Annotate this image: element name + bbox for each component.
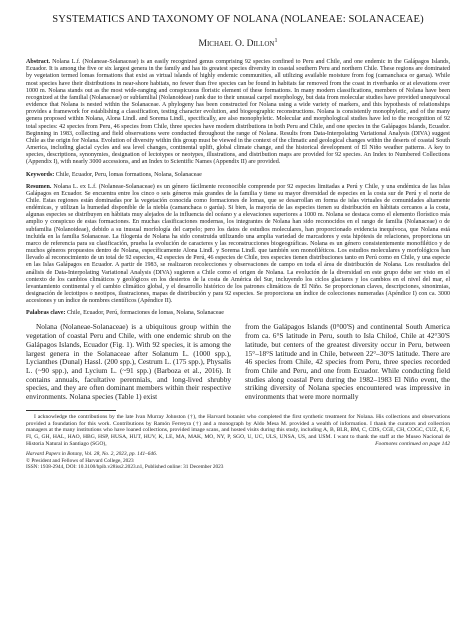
palabras-text: Chile, Ecuador, Perú, formaciones de lomas, Nolana, Solanaceae	[66, 310, 224, 317]
resumen	[26, 184, 450, 306]
journal-citation: Harvard Papers in Botany, Vol. 28, No. 2, 2023, pp. 141–646.	[26, 451, 158, 458]
abstract-text: Nolana L.f. (Nolaneae-Solanaceae) is an easily recognized genus comprising 92 species confined to Peru and Chile, and one endemic in the Galápagos Islands, Ecuador. It is among the five or six largest genera in the family and has its greatest species diversity in coastal southern Peru and northern Chile. These regions are dominated by vegetation termed lomas formations that exist as virtual islands of highly endemic communities, all utilizing available moisture from fog (camanchaca or garua). While most species have their distributions in near-shore habitats, no fewer than five species can be found in habitats far removed from the coast in riverbanks or at elevations over 1000 m. Nolana stands out as the most wide-ranging and conspicuous floristic element of these formations. In many modern classifications, members of Nolana have been recognized at the familial (Nolanaceae) or subfamilial (Nolanoideae) rank due to their unusual carpel morphology, but data from molecular studies have provided unequivocal evidence that Nolana is nested within the Solanaceae. A phylogeny has been constructed for Nolana using a wide variety of markers, and this hypothesis of relationships provides a framework for establishing a classification, testing character evolution, and biogeographic reconstructions. Nolana is consistently monophyletic, and of the many genera proposed within Nolana, Alona Lindl. and Sorema Lindl., specifically, are also monophyletic. Molecular and morphological studies have led to the recognition of 92 total species: 42 species from Peru, 46 species from Chile, three species have modern distributions in both Peru and Chile, and one species in the Galápagos Islands, Ecuador. Beginning in 1983, collecting and field observations were conducted throughout the range of Nolana. Results from Data-Interpolating Variational Analysis (DIVA) suggest Chile as the origin for Nolana. Evolution of diversity within this group must be viewed in the context of the climatic and geological changes within the deserts of coastal South America, including glacial cycles and sea level changes, continental uplift, global climate change, and the historical development of El Niño weather patterns. A key to species, descriptions, synonymies, designation of lectotypes or neotypes, illustrations, and distribution maps are provided for 92 species. An Index to Numbered Collections (Appendix I), with nearly 3000 accessions, and an Index to Scientific Names (Appendix II) are provided.	[26, 59, 450, 166]
issn-doi-line: ISSN: 1938-2944, DOI: 10.3100/hpib.v28iss2.2023.n1, Published online: 31 December 2023	[26, 463, 224, 470]
intro-paragraph-1-continued: from the Galápagos Islands (0°00'S) and continental South America from ca. 6°S latitude in Peru, south to Isla Chiloé, Chile at 42°30'S latitude, but centers of the greatest diversity occur in Peru, between 15°–18°S latitude and in Chile, between 22°–30°S latitude. There are 46 species from Chile, 42 species from Peru, three species recorded from Chile and Peru, and one from Ecuador. While conducting field studies along coastal Peru during the 1982–1983 El Niño event, the striking diversity of Nolana species encountered was impressive in environments that were more normally	[245, 322, 450, 402]
abstract	[26, 59, 450, 166]
palabras-clave	[26, 310, 450, 317]
body-column-left	[26, 323, 231, 401]
resumen-text: Nolana L. ex L.f. (Nolaneae-Solanaceae) es un género fácilmente reconocible comprende por 92 especies limitadas a Perú y Chile, y una endémica de las Islas Galápagos en Ecuador. Se encuentra entre los cinco o seis géneros más grandes de la familia y tiene su mayor diversidad de especies en la costa sur de Perú y el norte de Chile. Estas regiones están dominadas por la vegetación conocida como formaciones de lomas, que se desarrollan en forma de islas virtuales de comunidades altamente endémicas, y utilizan la humedad disponible de la niebla (camanchaca o garúa). Si bien, la mayoría de las especies tienen su distribución en hábitats cercanos a la costa, algunas especies se distribuyen en hábitats muy alejados de la influencia del océano y a elevaciones superiores a 1000 m. Nolana se destaca como el elemento florístico más amplio y conspicuo de estas formaciones. En muchas clasificaciones modernas, los integrantes de Nolana han sido reconocidos en el rango de familia (Nolanaceae) o de subfamilia (Nolanoideae), debido a su inusual morfología del carpelo; pero los datos de estudios moleculares, han proporcionado evidencia inequívoca, que Nolana está incluida en la familia Solanaceae. La filogenia de Nolana ha sido construida utilizando una amplia variedad de marcadores y esta hipótesis de relaciones, proporciona un marco de referencia para su clasificación, prueba la evolución de caracteres y las reconstrucciones biogeográficas. Nolana es un género consistentemente monofilético y de muchos géneros propuestos dentro de Nolana, específicamente Alona Lindl. y Sorema Lindl. que también son monofiléticos. Los estudios moleculares y morfológicos han llevado al reconocimiento de un total de 92 especies, 42 especies de Perú, 46 especies de Chile, tres especies tienen distribuciones tanto en Perú como en Chile, y una especie en las Islas Galápagos en Ecuador. A partir de 1983, se realizaron recolecciones y observaciones de campo en toda el área de distribución de Nolana. Los resultados del análisis de Data-Interpolating Variational Analysis (DIVA) sugieren a Chile como el origen de Nolana. La evolución de la diversidad en este grupo debe ser visto en el contexto de los cambios climáticos y geológicos en los desiertos de la costa de América del Sur, incluyendo los ciclos glaciares y los cambios en el nivel del mar, el levantamiento continental y el cambio climático global, y el desarrollo histórico de los patrones climáticos de El Niño. Se proporcionan claves, descripciones, sinonimias, designación de lectotipos o neotipos, ilustraciones, mapas de distribución y para 92 especies. Se proporciona un índice de colecciones numeradas (Apéndice I) con ca. 3000 accesiones y un índice de nombres científicos (Apéndice II).	[26, 183, 450, 305]
copyright-line: © President and Fellows of Harvard College, 2023	[26, 457, 134, 464]
resumen-label: Resumen.	[26, 183, 52, 190]
paper-page	[26, 14, 450, 470]
article-author	[26, 38, 450, 49]
keywords-text: Chile, Ecuador, Peru, lomas formations, Nolana, Solanaceae	[55, 171, 202, 178]
body-columns	[26, 323, 450, 401]
bibliographic-info	[26, 451, 450, 470]
author-footnote-mark: 1	[274, 38, 278, 44]
footnote-continued: Footnotes continued on page 142	[375, 441, 450, 448]
keywords-label: Keywords:	[26, 171, 55, 178]
author-name: Michael O. Dillon	[198, 39, 275, 50]
footnote-rule	[26, 410, 116, 411]
palabras-label: Palabras clave:	[26, 310, 66, 317]
abstract-label: Abstract.	[26, 59, 51, 66]
keywords	[26, 172, 450, 179]
intro-paragraph-1: Nolana (Nolaneae-Solanaceae) is a ubiquitous group within the vegetation of coastal Peru and Chile, with one endemic shrub on the Galápagos Islands, Ecuador (Fig. 1). With 92 species, it is among the largest genera in the Solanaceae after Solanum L. (1000 spp.), Lycianthes (Dunal) Hassl. (200 spp.), Cestrum L. (175 spp.), Physalis L. (~90 spp.), and Lycium L. (~91 spp.) (Barboza et al., 2016). It contains annuals, facultative perennials, and long-lived shrubby species, and they are often dominant members within their respective environments. Nolana species (Table 1) exist	[26, 322, 231, 402]
footnote-text: I acknowledge the contributions by the late Ivan Murray Johnston (†), the Harvard botanist who completed the first synthetic treatment for Nolana. His collections and observations provided a foundation for this work. Contributions by Ramón Ferreyra (†) and a monograph by Aldo Mesa M. provided a wealth of information. I thank the curators and collection managers at the many institutions who have loaned collections, provided image scans, and hosted visits during this study, including A, B, BLR, BM, C, CDS, CGE, CH, COGC, CUZ, E, F, FI, G, GH, HAL, HAO, HBG, HSP, HUSA, HUT, HUV, K, LE, MA, MAK, MO, NY, P, SGO, U, UC, ULS, UNSA, US, and USM. I want to thank the staff at the Museo Nacional de Historia Natural in Santiago (SGO),	[26, 413, 450, 447]
article-title: SYSTEMATICS AND TAXONOMY OF NOLANA (NOLANEAE: SOLANACEAE)	[52, 14, 424, 25]
body-column-right	[245, 323, 450, 401]
